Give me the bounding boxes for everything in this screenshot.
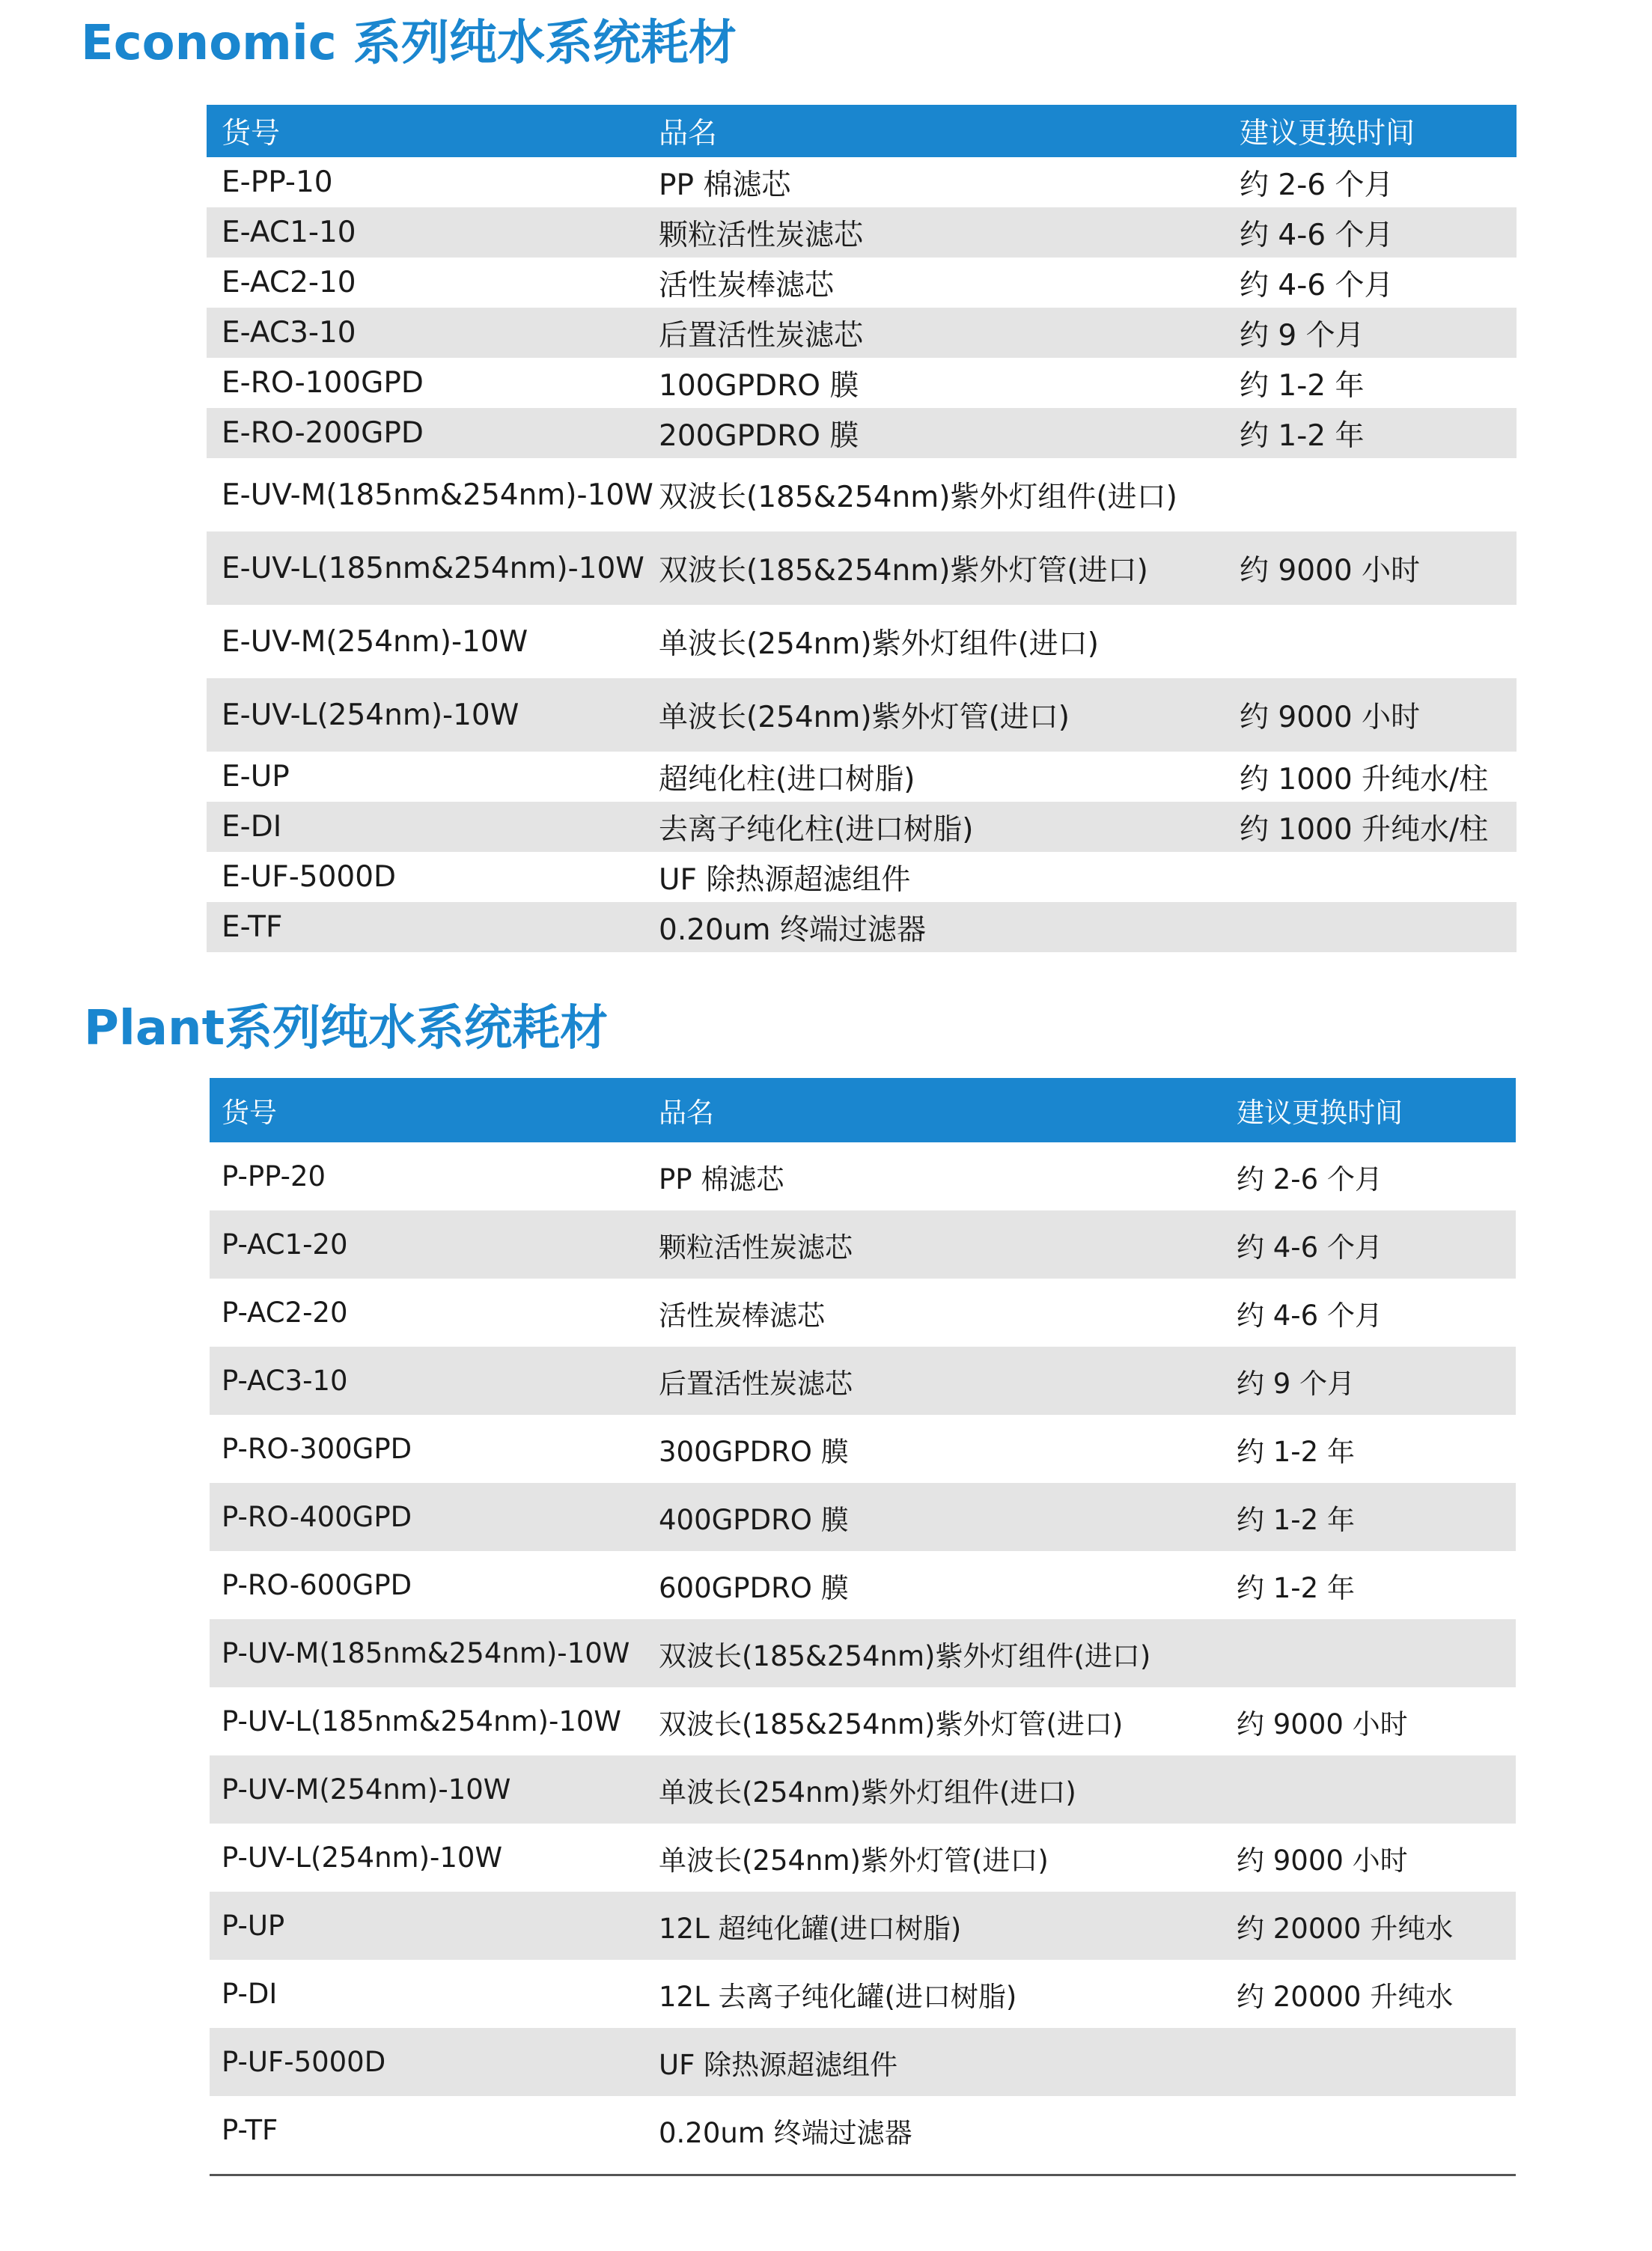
cell-code: P-UV-M(254nm)-10W: [222, 1773, 511, 1806]
cell-name: 后置活性炭滤芯: [659, 318, 864, 353]
cell-code: E-UP: [222, 760, 290, 794]
plant-table: [210, 1078, 1516, 2164]
cell-code: E-AC1-10: [222, 216, 356, 249]
cell-name: 颗粒活性炭滤芯: [659, 218, 864, 252]
cell-code: E-TF: [222, 910, 283, 944]
table-row: [207, 157, 1517, 207]
cell-replacement: 约 2-6 个月: [1240, 168, 1394, 202]
table-row: [210, 1551, 1516, 1619]
table-bottom-rule: [210, 2174, 1516, 2176]
header-replacement: 建议更换时间: [1237, 1097, 1403, 1129]
cell-code: P-PP-20: [222, 1160, 326, 1192]
cell-replacement: 约 1000 升纯水/柱: [1240, 762, 1489, 796]
table-row: [207, 358, 1517, 408]
cell-code: P-UV-L(254nm)-10W: [222, 1842, 503, 1874]
cell-replacement: 约 9 个月: [1240, 318, 1365, 353]
table-row: [210, 1960, 1516, 2028]
table-row: [210, 1892, 1516, 1960]
cell-code: P-RO-300GPD: [222, 1433, 412, 1465]
cell-name: 300GPDRO 膜: [659, 1435, 849, 1468]
economic-table: [207, 105, 1517, 952]
cell-name: 100GPDRO 膜: [659, 368, 859, 403]
cell-name: UF 除热源超滤组件: [659, 862, 911, 897]
cell-code: P-RO-400GPD: [222, 1501, 412, 1533]
cell-code: P-UV-L(185nm&254nm)-10W: [222, 1705, 622, 1737]
cell-code: E-PP-10: [222, 165, 333, 199]
table-row: [207, 605, 1517, 678]
cell-code: P-TF: [222, 2114, 278, 2146]
table-row: [207, 207, 1517, 258]
cell-name: 12L 去离子纯化罐(进口树脂): [659, 1980, 1017, 2013]
cell-name: 超纯化柱(进口树脂): [659, 762, 915, 796]
cell-code: E-UV-L(254nm)-10W: [222, 698, 519, 732]
cell-name: 单波长(254nm)紫外灯组件(进口): [659, 1776, 1076, 1809]
header-name: 品名: [659, 1097, 714, 1129]
header-code: 货号: [222, 1097, 277, 1129]
cell-name: 双波长(185&254nm)紫外灯管(进口): [659, 554, 1148, 588]
cell-name: 活性炭棒滤芯: [659, 1299, 825, 1332]
cell-replacement: 约 4-6 个月: [1237, 1299, 1383, 1332]
cell-name: UF 除热源超滤组件: [659, 2048, 898, 2081]
cell-name: 单波长(254nm)紫外灯管(进口): [659, 1844, 1049, 1877]
table-row: [210, 1279, 1516, 1347]
table-row: [207, 458, 1517, 531]
table-row: [207, 802, 1517, 852]
cell-code: E-AC3-10: [222, 316, 356, 350]
cell-name: 双波长(185&254nm)紫外灯管(进口): [659, 1708, 1124, 1740]
cell-name: 双波长(185&254nm)紫外灯组件(进口): [659, 481, 1177, 514]
cell-code: P-UV-M(185nm&254nm)-10W: [222, 1637, 630, 1669]
cell-code: P-UF-5000D: [222, 2046, 386, 2078]
cell-replacement: 约 9000 小时: [1237, 1708, 1408, 1740]
cell-replacement: 约 9000 小时: [1240, 554, 1421, 588]
cell-replacement: 约 9000 小时: [1237, 1844, 1408, 1877]
cell-code: E-UV-M(185nm&254nm)-10W: [222, 478, 653, 512]
cell-name: 单波长(254nm)紫外灯管(进口): [659, 701, 1070, 734]
cell-name: PP 棉滤芯: [659, 1163, 784, 1195]
cell-replacement: 约 2-6 个月: [1237, 1163, 1383, 1195]
table-row: [210, 1687, 1516, 1755]
cell-name: PP 棉滤芯: [659, 168, 791, 202]
table-row: [207, 902, 1517, 952]
cell-replacement: 约 1-2 年: [1237, 1503, 1355, 1536]
table-row: [210, 1755, 1516, 1824]
cell-name: 0.20um 终端过滤器: [659, 2116, 912, 2149]
cell-name: 去离子纯化柱(进口树脂): [659, 812, 974, 847]
cell-replacement: 约 4-6 个月: [1240, 268, 1394, 302]
cell-code: P-AC2-20: [222, 1297, 348, 1329]
cell-name: 颗粒活性炭滤芯: [659, 1231, 853, 1264]
cell-code: E-UV-L(185nm&254nm)-10W: [222, 551, 644, 585]
cell-code: P-DI: [222, 1978, 278, 2010]
cell-replacement: 约 9 个月: [1237, 1367, 1356, 1400]
cell-name: 400GPDRO 膜: [659, 1503, 849, 1536]
cell-replacement: 约 20000 升纯水: [1237, 1912, 1454, 1945]
cell-name: 后置活性炭滤芯: [659, 1367, 853, 1400]
cell-replacement: 约 4-6 个月: [1237, 1231, 1383, 1264]
cell-code: E-UF-5000D: [222, 860, 397, 894]
table-row: [210, 1619, 1516, 1687]
cell-replacement: 约 1-2 年: [1237, 1435, 1355, 1468]
cell-replacement: 约 9000 小时: [1240, 701, 1421, 734]
table-row: [207, 678, 1517, 752]
header-code: 货号: [222, 117, 281, 150]
table-row: [207, 752, 1517, 802]
cell-replacement: 约 4-6 个月: [1240, 218, 1394, 252]
table-row: [210, 1824, 1516, 1892]
cell-replacement: 约 1-2 年: [1237, 1571, 1355, 1604]
plant-title: Plant系列纯水系统耗材: [84, 1001, 609, 1056]
table-row: [210, 1142, 1516, 1210]
cell-name: 0.20um 终端过滤器: [659, 913, 926, 947]
cell-code: E-DI: [222, 810, 282, 844]
table-row: [210, 1210, 1516, 1279]
cell-code: P-AC1-20: [222, 1228, 348, 1261]
cell-replacement: 约 1000 升纯水/柱: [1240, 812, 1489, 847]
table-row: [210, 1415, 1516, 1483]
table-header: [210, 1078, 1516, 1142]
table-row: [210, 1347, 1516, 1415]
cell-name: 双波长(185&254nm)紫外灯组件(进口): [659, 1639, 1151, 1672]
table-row: [207, 531, 1517, 605]
table-row: [210, 2096, 1516, 2164]
cell-code: P-AC3-10: [222, 1365, 348, 1397]
cell-replacement: 约 1-2 年: [1240, 418, 1365, 453]
cell-code: E-RO-200GPD: [222, 416, 424, 450]
cell-replacement: 约 1-2 年: [1240, 368, 1365, 403]
table-header: [207, 105, 1517, 157]
table-row: [207, 258, 1517, 308]
table-row: [207, 852, 1517, 902]
header-name: 品名: [659, 117, 718, 150]
table-row: [207, 308, 1517, 358]
cell-name: 12L 超纯化罐(进口树脂): [659, 1912, 962, 1945]
cell-replacement: 约 20000 升纯水: [1237, 1980, 1454, 2013]
cell-code: P-UP: [222, 1910, 285, 1942]
cell-code: E-UV-M(254nm)-10W: [222, 624, 528, 659]
table-row: [210, 2028, 1516, 2096]
cell-code: P-RO-600GPD: [222, 1569, 412, 1601]
economic-title: Economic 系列纯水系统耗材: [81, 16, 737, 71]
cell-code: E-AC2-10: [222, 266, 356, 299]
cell-name: 600GPDRO 膜: [659, 1571, 849, 1604]
cell-name: 单波长(254nm)紫外灯组件(进口): [659, 627, 1100, 661]
header-replacement: 建议更换时间: [1240, 117, 1415, 150]
table-row: [210, 1483, 1516, 1551]
table-row: [207, 408, 1517, 458]
cell-name: 200GPDRO 膜: [659, 418, 859, 453]
cell-code: E-RO-100GPD: [222, 366, 424, 400]
cell-name: 活性炭棒滤芯: [659, 268, 835, 302]
